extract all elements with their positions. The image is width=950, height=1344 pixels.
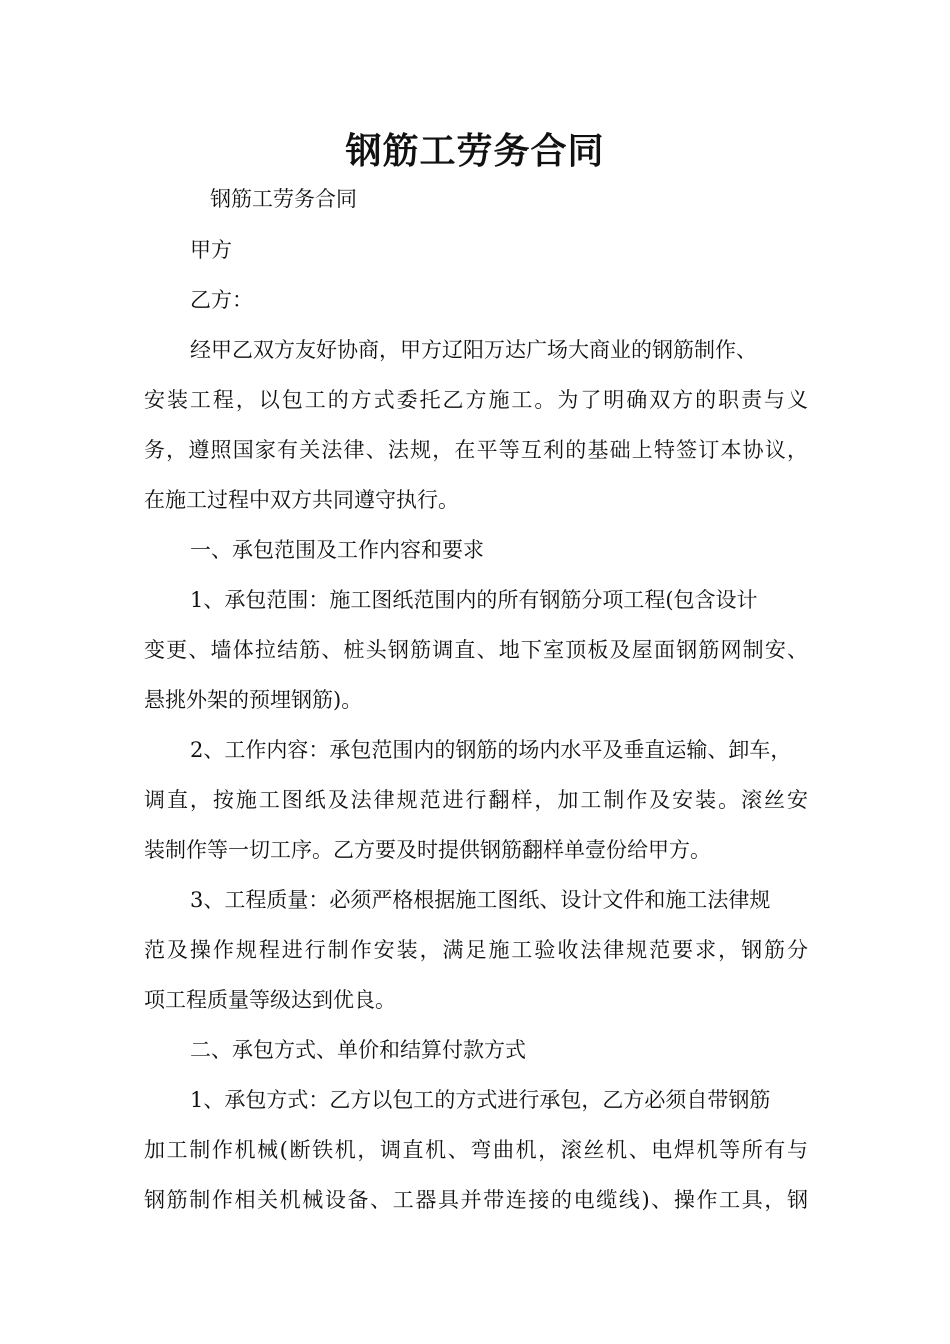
- paragraph-line: 变更、墙体拉结筋、桩头钢筋调直、地下室顶板及屋面钢筋网制安、: [144, 638, 808, 662]
- party-b-label: 乙方：: [190, 288, 253, 312]
- document-title: 钢筋工劳务合同: [345, 131, 605, 172]
- paragraph-line: 安装工程，以包工的方式委托乙方施工。为了明确双方的职责与义: [144, 388, 808, 412]
- paragraph-line: 项工程质量等级达到优良。: [144, 988, 396, 1012]
- paragraph-line: 务，遵照国家有关法律、法规，在平等互利的基础上特签订本协议，: [144, 438, 808, 462]
- paragraph-line: 在施工过程中双方共同遵守执行。: [144, 488, 459, 512]
- paragraph-line: 2、工作内容：承包范围内的钢筋的场内水平及垂直运输、卸车，: [190, 738, 792, 762]
- party-a-label: 甲方: [190, 238, 232, 262]
- paragraph-line: 加工制作机械(断铁机，调直机、弯曲机，滚丝机、电焊机等所有与: [144, 1138, 808, 1162]
- paragraph-line: 钢筋制作相关机械设备、工器具并带连接的电缆线)、操作工具，钢: [144, 1188, 808, 1212]
- section-heading: 一、承包范围及工作内容和要求: [190, 538, 484, 562]
- paragraph-line: 调直，按施工图纸及法律规范进行翻样，加工制作及安装。滚丝安: [144, 788, 808, 812]
- document-subtitle: 钢筋工劳务合同: [210, 187, 357, 211]
- paragraph-line: 悬挑外架的预埋钢筋)。: [144, 688, 363, 712]
- paragraph-line: 1、承包方式：乙方以包工的方式进行承包，乙方必须自带钢筋: [190, 1088, 771, 1112]
- paragraph-line: 经甲乙双方友好协商，甲方辽阳万达广场大商业的钢筋制作、: [190, 338, 757, 362]
- paragraph-line: 范及操作规程进行制作安装，满足施工验收法律规范要求，钢筋分: [144, 938, 808, 962]
- section-heading: 二、承包方式、单价和结算付款方式: [190, 1038, 526, 1062]
- paragraph-line: 3、工程质量：必须严格根据施工图纸、设计文件和施工法律规: [190, 888, 771, 912]
- paragraph-line: 装制作等一切工序。乙方要及时提供钢筋翻样单壹份给甲方。: [144, 838, 711, 862]
- paragraph-line: 1、承包范围：施工图纸范围内的所有钢筋分项工程(包含设计: [190, 588, 758, 612]
